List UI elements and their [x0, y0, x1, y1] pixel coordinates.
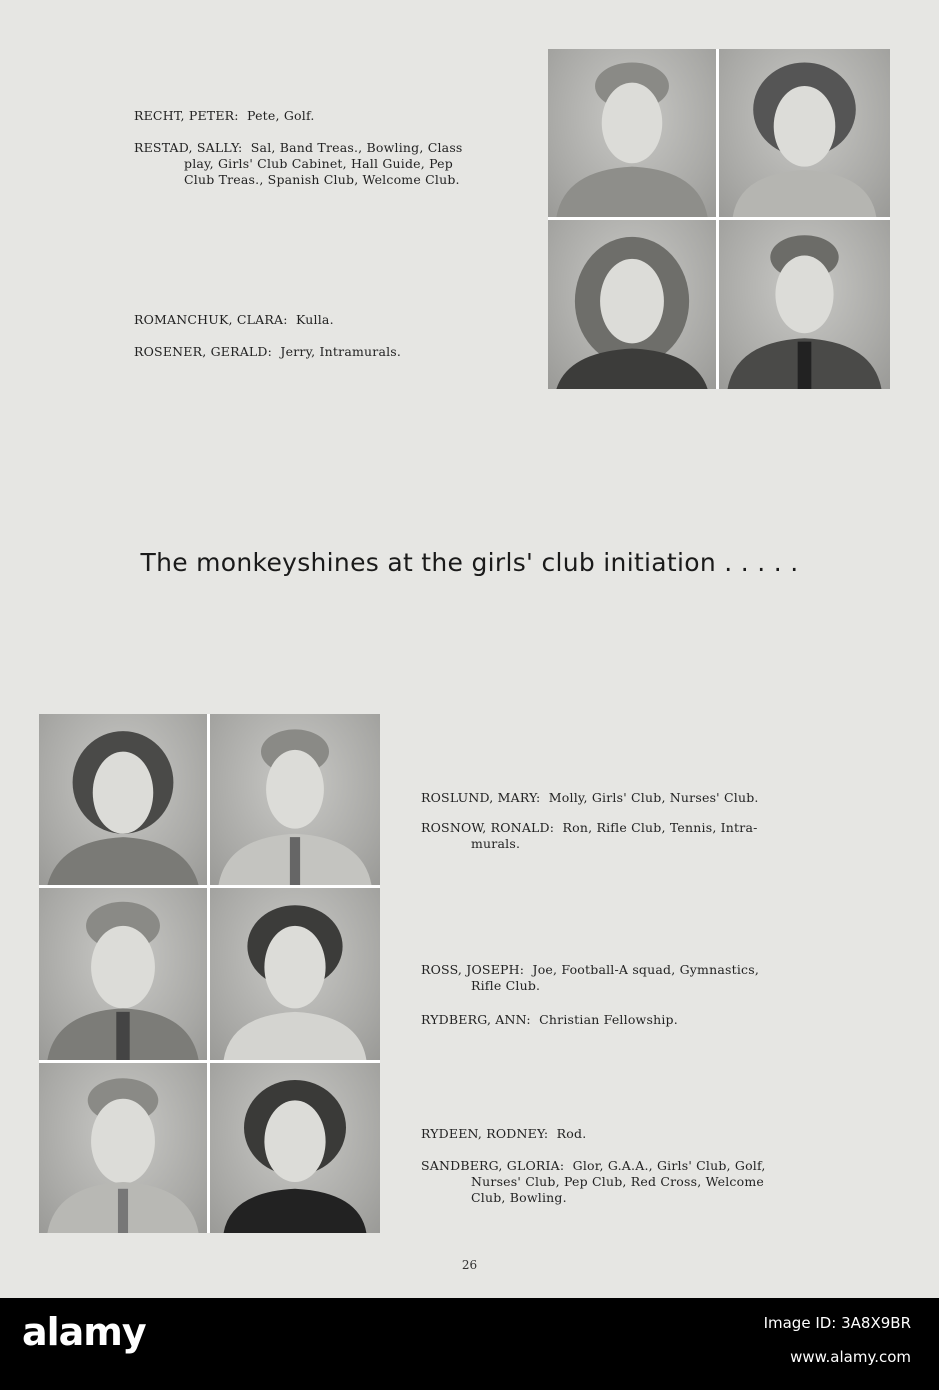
- entry-name: ROSS, JOSEPH:: [421, 962, 525, 977]
- entry-ross-joseph: [421, 962, 759, 994]
- entry-text: Kulla.: [296, 312, 334, 327]
- image-id: Image ID: 3A8X9BR: [763, 1314, 911, 1332]
- portrait-rosener-gerald: [719, 220, 890, 389]
- portrait-ross-joseph: [39, 888, 207, 1060]
- entry-name: RECHT, PETER:: [134, 108, 239, 123]
- entry-sandberg-gloria: [421, 1158, 766, 1206]
- portrait-roslund-mary: [39, 714, 207, 885]
- entry-text: Joe, Football-A squad, Gymnastics,: [532, 962, 760, 977]
- entry-roslund-mary: [421, 790, 759, 806]
- entry-rydeen-rodney: [421, 1126, 586, 1142]
- portrait-rosnow-ronald: [210, 714, 380, 885]
- entry-continuation: Nurses' Club, Pep Club, Red Cross, Welcome: [471, 1174, 764, 1189]
- entry-name: ROSNOW, RONALD:: [421, 820, 555, 835]
- entry-name: ROSLUND, MARY:: [421, 790, 541, 805]
- entry-name: ROSENER, GERALD:: [134, 344, 273, 359]
- alamy-logo: alamy: [22, 1310, 146, 1354]
- portrait-rydberg-ann: [210, 888, 380, 1060]
- entry-text: Jerry, Intramurals.: [280, 344, 402, 359]
- page-headline: The monkeyshines at the girls' club initiation . . . . .: [140, 548, 799, 577]
- entry-text: Glor, G.A.A., Girls' Club, Golf,: [572, 1158, 766, 1173]
- entry-name: SANDBERG, GLORIA:: [421, 1158, 565, 1173]
- portrait-romanchuk-clara: [548, 220, 716, 389]
- entry-text: Pete, Golf.: [247, 108, 315, 123]
- top-portrait-grid: [548, 49, 890, 389]
- entry-continuation: Club Treas., Spanish Club, Welcome Club.: [184, 172, 460, 187]
- portrait-sandberg-gloria: [210, 1063, 380, 1233]
- entry-restad-sally: [134, 140, 463, 188]
- entry-text: Molly, Girls' Club, Nurses' Club.: [548, 790, 759, 805]
- entry-name: RYDEEN, RODNEY:: [421, 1126, 549, 1141]
- entry-text: Sal, Band Treas., Bowling, Class: [250, 140, 463, 155]
- page-number: 26: [461, 1258, 478, 1272]
- bottom-portrait-grid: [39, 714, 380, 1233]
- portrait-rydeen-rodney: [39, 1063, 207, 1233]
- entry-romanchuk-clara: [134, 312, 334, 328]
- entry-rosnow-ronald: [421, 820, 758, 852]
- entry-text: Rod.: [556, 1126, 587, 1141]
- portrait-recht-peter: [548, 49, 716, 217]
- entry-continuation: play, Girls' Club Cabinet, Hall Guide, Pep: [184, 156, 453, 171]
- entry-name: RESTAD, SALLY:: [134, 140, 243, 155]
- entry-continuation: murals.: [471, 836, 521, 851]
- entry-rydberg-ann: [421, 1012, 678, 1028]
- entry-text: Christian Fellowship.: [539, 1012, 678, 1027]
- entry-continuation: Club, Bowling.: [471, 1190, 567, 1205]
- portrait-restad-sally: [719, 49, 890, 217]
- entry-recht-peter: [134, 108, 315, 124]
- entry-name: RYDBERG, ANN:: [421, 1012, 531, 1027]
- entry-name: ROMANCHUK, CLARA:: [134, 312, 288, 327]
- entry-rosener-gerald: [134, 344, 401, 360]
- image-url: www.alamy.com: [790, 1348, 911, 1366]
- entry-continuation: Rifle Club.: [471, 978, 541, 993]
- entry-text: Ron, Rifle Club, Tennis, Intra-: [562, 820, 758, 835]
